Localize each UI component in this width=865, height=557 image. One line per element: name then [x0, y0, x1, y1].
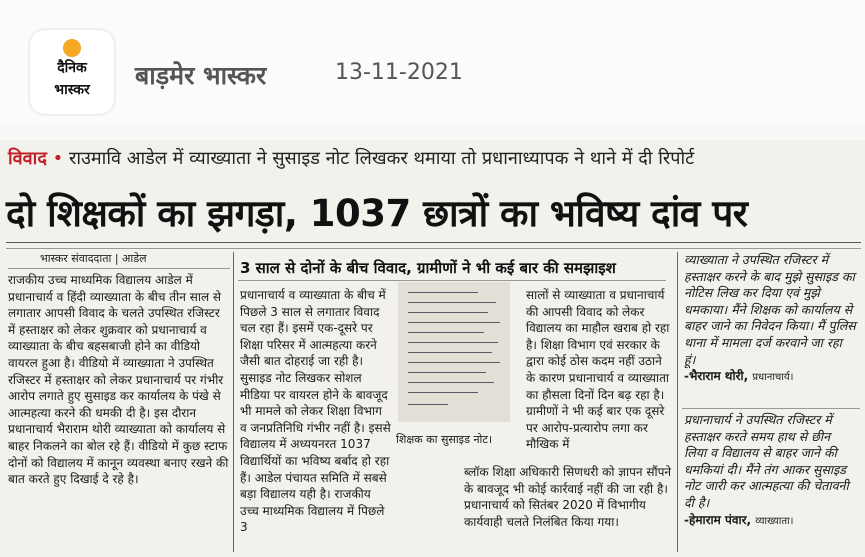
logo-text-line2: भास्कर: [54, 82, 90, 98]
kicker-tag: विवाद: [8, 148, 47, 169]
byline-rule: [8, 268, 230, 269]
dainik-bhaskar-logo[interactable]: [30, 30, 114, 114]
kicker-line: [8, 146, 694, 170]
quote-lecturer-text: प्रधानाचार्य ने उपस्थित रजिस्टर में हस्ताक्षर करते समय हाथ से छीन लिया व विद्यालय से बाहर जाने की धमकियां दी। मैंने तंग आकर सुसाइड नोट जारी कर आत्महत्या की चेतावनी दी है।: [684, 412, 849, 510]
headline-rule: [6, 242, 861, 243]
kicker-text: राउमावि आडेल में व्याख्याता ने सुसाइड नोट लिखकर थमाया तो प्रधानाध्यापक ने थाने में दी रिपोर्ट: [69, 148, 695, 169]
article-column-3-continued: [464, 464, 672, 530]
column-3-continued-text: ब्लॉक शिक्षा अधिकारी सिणधरी को ज्ञापन सौंपने के बावजूद भी कोई कार्रवाई नहीं की जा रही है। प्रधानाचार्य को सितंबर 2020 में विभागीय कार्यवाही चलते निलंबित किया गया।: [464, 465, 672, 529]
subheadline: 3 साल से दोनों के बीच विवाद, ग्रामीणों ने भी कई बार की समझाइश: [240, 259, 616, 277]
kicker-dot: •: [52, 148, 64, 169]
app-header: [0, 0, 865, 124]
quote-lecturer-author: -हेमाराम पंवार, व्याख्याता।: [684, 512, 794, 527]
article-column-3: [526, 287, 672, 453]
column-divider: [233, 252, 234, 552]
column-1-text: राजकीय उच्च माध्यमिक विद्यालय आडेल में प्रधानाचार्य व हिंदी व्याख्याता के बीच तीन साल से लगातार आपसी विवाद के चलते उपस्थित रजिस्टर में हस्ताक्षर को लेकर शुक्रवार को प्रधानाचार्य व व्याख्याता के बीच बहसबाजी होने का वीडियो वायरल हुआ है। वीडियो में व्याख्याता ने उपस्थित रजिस्टर में हस्ताक्षर को लेकर प्रधानाचार्य पर गंभीर आरोप लगाते हुए सुसाइड कर कार्यालय के पंखे से आत्महत्या करने की धमकी दी है। इस दौरान प्रधानाचार्य भैराराम थोरी व्याख्याता को कार्यालय से बाहर निकलने का बोल रहे हैं। वीडियो में कुछ स्टाफ दोनों को विद्यालय में कानून व्यवस्था बनाए रखने की बात करते हुए दिखाई दे रहे है।: [8, 273, 229, 487]
suicide-note-photo: [398, 282, 510, 422]
photo-caption: शिक्षक का सुसाइड नोट।: [396, 433, 493, 446]
column-2-text: प्रधानाचार्य व व्याख्याता के बीच में पिछले 3 साल से लगातार विवाद चल रहा हैं। इसमें एक-दूसरे पर शिक्षा परिसर में आत्महत्या करने जैसी बात दोहराई जा रही है। सुसाइड नोट लिखकर सोशल मीडिया पर वायरल होने के बावजूद भी मामले को लेकर शिक्षा विभाग व जनप्रतिनिधि गंभीर नहीं है। इससे विद्यालय में अध्ययनरत 1037 विद्यार्थियों का भविष्य बर्बाद हो रहा हैं। आडेल पंचायत समिति में सबसे बड़ा विद्यालय यही है। राजकीय उच्च माध्यमिक विद्यालय में पिछले 3: [240, 288, 391, 535]
column-3-text: सालों से व्याख्याता व प्रधानाचार्य की आपसी विवाद को लेकर विद्यालय का माहौल खराब हो रहा है। शिक्षा विभाग एवं सरकार के द्वारा कोई ठोस कदम नहीं उठाने के कारण प्रधानाचार्य व व्याख्याता का हौसला दिनों दिन बढ़ रहा है। ग्रामीणों ने भी कई बार एक दूसरे पर आरोप-प्रत्यारोप लगा कर मौखिक में: [526, 288, 670, 452]
article-column-1: [8, 272, 230, 488]
quote-lecturer: [684, 412, 856, 530]
headline-rule-thin: [6, 248, 861, 249]
quote-principal-text: व्याख्याता ने उपस्थित रजिस्टर में हस्ताक्षर करने के बाद मुझे सुसाइड का नोटिस लिख कर दिया एवं मुझे धमकाया। मैंने शिक्षक को कार्यालय से बाहर जाने का निवेदन किया। मैं पुलिस थाना में मामला दर्ज करवाने जा रहा हूं।: [684, 252, 856, 367]
quote-principal-author: -भैराराम थोरी, प्रधानाचार्य।: [684, 369, 794, 384]
headline: दो शिक्षकों का झगड़ा, 1037 छात्रों का भविष्य दांव पर: [6, 192, 748, 235]
edition-title: बाड़मेर भास्कर: [135, 61, 267, 90]
logo-text-line1: दैनिक: [57, 60, 87, 76]
subhead-rule: [238, 280, 666, 281]
article-column-2: [240, 287, 392, 536]
quote-principal: [684, 252, 856, 387]
byline: भास्कर संवाददाता | आडेल: [40, 252, 147, 265]
sun-icon: [63, 39, 81, 57]
quote-separator: [682, 408, 860, 409]
quote-divider: [677, 252, 678, 552]
edition-date: 13-11-2021: [335, 60, 463, 85]
